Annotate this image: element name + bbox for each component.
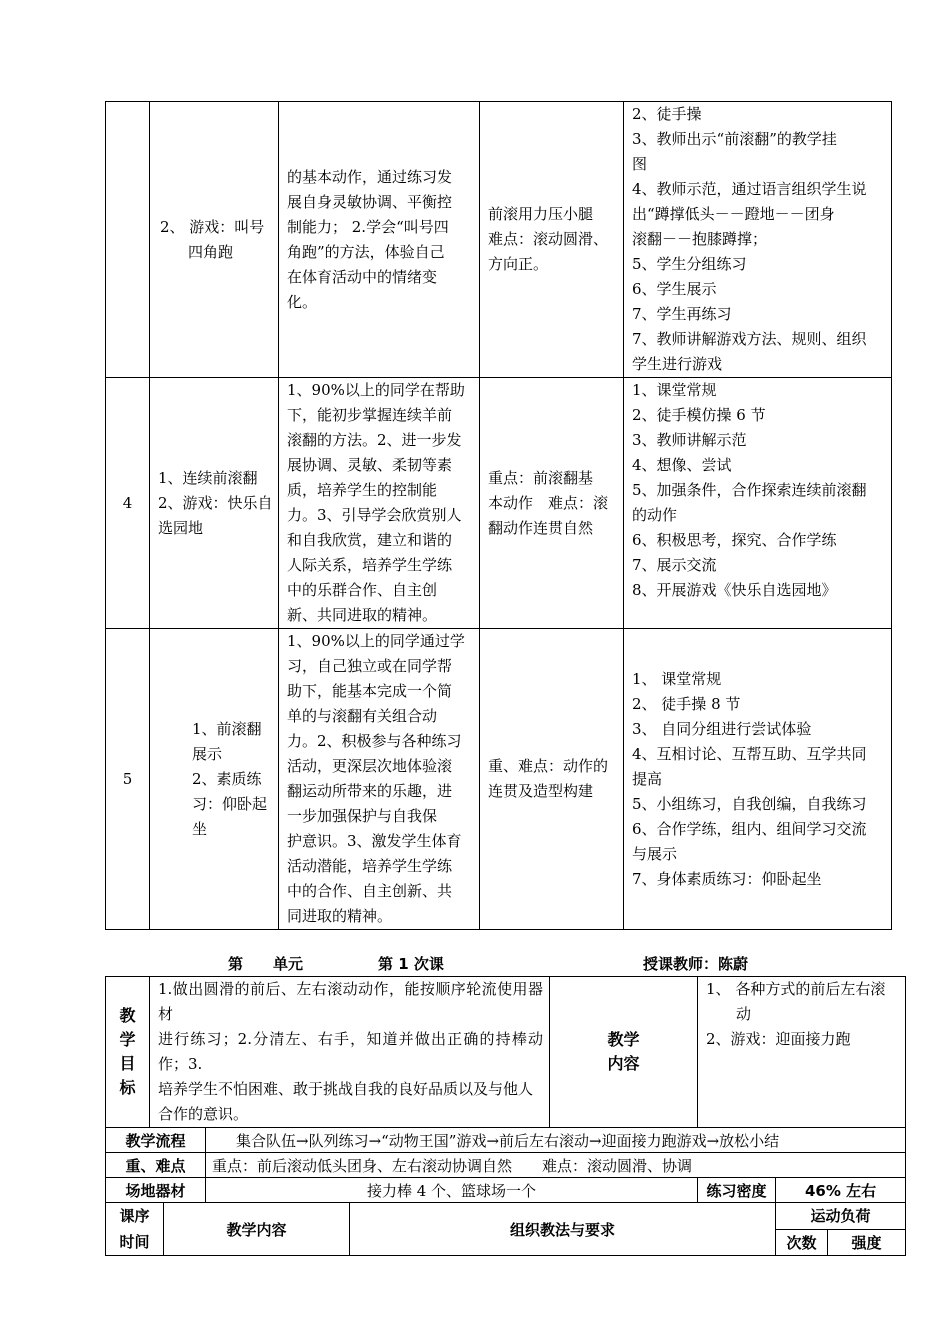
unit-label: 第 单元: [228, 955, 304, 973]
key-points-cell: [480, 629, 624, 930]
goals-line: 习，自己独立或在同学帮: [287, 657, 453, 675]
process-line: 与展示: [632, 844, 678, 863]
col-time-line: 课序: [119, 1207, 150, 1225]
content-item: 1、 各种方式的前后左右滚: [706, 980, 886, 998]
goals-text-line: 1.做出圆滑的前后、左右滚动动作，能按顺序轮流使用器材: [158, 980, 544, 1023]
goals-cell: [279, 378, 480, 629]
process-line: 提高: [632, 769, 663, 788]
process-line: 4、教师示范，通过语言组织学生说: [632, 180, 867, 198]
flow-label: 教学流程: [106, 1128, 206, 1153]
process-line: 7、身体素质练习：仰卧起坐: [632, 869, 822, 888]
process-cell: [624, 102, 892, 378]
goals-line: 翻运动所带来的乐趣，进: [287, 782, 453, 800]
process-line: 图: [632, 155, 648, 173]
process-line: 1、 课堂常规: [632, 669, 722, 688]
goals-cell: [279, 629, 480, 930]
key-row: [106, 1153, 906, 1178]
process-line: 5、加强条件，合作探索连续前滚翻: [632, 481, 867, 499]
process-line: 6、合作学练，组内、组间学习交流: [632, 819, 867, 838]
process-line: 7、学生再练习: [632, 305, 732, 323]
process-line: 6、学生展示: [632, 280, 717, 298]
column-header-row: [106, 1203, 906, 1230]
goals-line: 展自身灵敏协调、平衡控: [287, 192, 453, 211]
process-cell: [624, 629, 892, 930]
table-row: [106, 378, 892, 629]
process-line: 出“蹲撑低头－－蹬地－－团身: [632, 205, 835, 223]
goals-line: 一步加强保护与自我保: [287, 807, 438, 825]
goals-line: 下，能初步掌握连续羊前: [287, 406, 453, 424]
density-label: 练习密度: [698, 1178, 776, 1203]
process-line: 4、互相讨论、互帮互助、互学共同: [632, 744, 867, 763]
goals-line: 单的与滚翻有关组合动: [287, 707, 438, 725]
equipment-label: 场地器材: [106, 1178, 206, 1203]
process-cell: [624, 378, 892, 629]
goals-cell: [279, 102, 480, 378]
goals-line: 和自我欣赏，建立和谐的: [287, 531, 453, 549]
content-line: 选园地: [158, 518, 204, 537]
content-line: 2、 游戏：叫号: [160, 217, 265, 236]
process-line: 8、开展游戏《快乐自选园地》: [632, 581, 837, 599]
key-text: 重点：前后滚动低头团身、左右滚动协调自然 难点：滚动圆滑、协调: [206, 1153, 906, 1178]
process-line: 学生进行游戏: [632, 355, 723, 373]
flow-row: [106, 1128, 906, 1153]
content-line: 四角跑: [188, 242, 234, 261]
goals-line: 护意识。3、激发学生体育: [287, 832, 462, 850]
key-label: 重、难点: [106, 1153, 206, 1178]
goals-line: 1、90%以上的同学在帮助: [287, 381, 465, 399]
process-line: 2、徒手模仿操 6 节: [632, 406, 766, 424]
goals-line: 活动，更深层次地体验滚: [287, 757, 453, 775]
col-method-header: 组织教法与要求: [350, 1203, 776, 1256]
process-line: 5、小组练习，自我创编，自我练习: [632, 794, 867, 813]
key-line: 翻动作连贯自然: [488, 518, 594, 537]
goals-label: [106, 977, 150, 1128]
goals-line: 同进取的精神。: [287, 907, 393, 925]
content-cell: [150, 629, 279, 930]
goals-line: 展协调、灵敏、柔韧等素: [287, 456, 453, 474]
process-line: 1、课堂常规: [632, 381, 717, 399]
goals-text-line: 进行练习；2.分清左、右手，知道并做出正确的持棒动作；3.: [158, 1030, 544, 1073]
goals-line: 1、90%以上的同学通过学: [287, 632, 465, 650]
goals-line: 中的乐群合作、自主创: [287, 581, 438, 599]
key-points-cell: [480, 378, 624, 629]
process-line: 滚翻－－抱膝蹲撑；: [632, 230, 768, 248]
table-row: [106, 629, 892, 930]
key-line: 重点：前滚翻基: [488, 468, 594, 487]
goals-label-char: 目: [119, 1054, 136, 1073]
goals-label-char: 标: [119, 1078, 136, 1097]
equipment-row: [106, 1178, 906, 1203]
process-line: 的动作: [632, 506, 678, 524]
key-line: 连贯及造型构建: [488, 782, 594, 800]
process-line: 7、教师讲解游戏方法、规则、组织: [632, 330, 867, 348]
flow-text: 集合队伍→队列练习→“动物王国”游戏→前后左右滚动→迎面接力跑游戏→放松小结: [206, 1128, 906, 1153]
goals-label-char: 教: [119, 1006, 136, 1025]
process-line: 7、展示交流: [632, 556, 717, 574]
content-label: [550, 977, 698, 1128]
goals-line: 制能力； 2.学会“叫号四: [287, 217, 449, 236]
goals-line: 助下，能基本完成一个简: [287, 682, 453, 700]
row-number: [106, 102, 150, 378]
process-line: 3、教师讲解示范: [632, 431, 747, 449]
content-cell: [150, 102, 279, 378]
content-line: 坐: [192, 819, 208, 838]
process-line: 5、学生分组练习: [632, 255, 747, 273]
content-line: 2、游戏：快乐自: [158, 493, 273, 512]
goals-line: 在体育活动中的情绪变: [287, 267, 438, 286]
col-time-header: [106, 1203, 164, 1256]
content-line: 展示: [192, 744, 223, 763]
row-number: 5: [106, 629, 150, 930]
goals-line: 力。3、引导学会欣赏别人: [287, 506, 462, 524]
goals-row: [106, 977, 906, 1128]
key-line: 方向正。: [488, 255, 549, 273]
goals-line: 新、共同进取的精神。: [287, 606, 438, 624]
process-line: 4、想像、尝试: [632, 456, 732, 474]
goals-line: 活动潜能，培养学生学练: [287, 857, 453, 875]
content-line: 1、连续前滚翻: [158, 468, 258, 487]
goals-text: [150, 977, 550, 1128]
density-value: 46% 左右: [776, 1178, 906, 1203]
goals-line: 中的合作、自主创新、共: [287, 882, 453, 900]
goals-text-line: 培养学生不怕困难、敢于挑战自我的良好品质以及与他人: [158, 1080, 534, 1098]
key-line: 本动作 难点：滚: [488, 493, 609, 512]
key-line: 难点：滚动圆滑、: [488, 230, 609, 248]
process-line: 2、徒手操: [632, 105, 702, 123]
process-line: 2、 徒手操 8 节: [632, 694, 741, 713]
content-line: 2、素质练: [192, 769, 262, 788]
col-intensity-header: 强度: [828, 1229, 906, 1256]
goals-line: 角跑”的方法，体验自己: [287, 242, 445, 261]
goals-line: 人际关系，培养学生学练: [287, 556, 453, 574]
content-items: [698, 977, 906, 1128]
col-load-header: 运动负荷: [776, 1203, 906, 1230]
teacher-label: 授课教师：陈蔚: [643, 955, 749, 973]
table-row: [106, 102, 892, 378]
content-line: 习：仰卧起: [192, 794, 268, 813]
content-label-part: 教学: [607, 1030, 640, 1049]
equipment-text: 接力棒 4 个、篮球场一个: [206, 1178, 698, 1203]
col-time-line: 时间: [119, 1233, 150, 1251]
goals-line: 滚翻的方法。2、进一步发: [287, 431, 462, 449]
col-count-header: 次数: [776, 1229, 828, 1256]
lesson-number: 第 1 次课: [378, 955, 444, 973]
goals-label-char: 学: [119, 1030, 136, 1049]
content-item: 2、游戏：迎面接力跑: [706, 1030, 851, 1048]
lesson-detail-table: [105, 976, 906, 1256]
content-line: 1、前滚翻: [192, 719, 262, 738]
content-cell: [150, 378, 279, 629]
content-label-part: 内容: [607, 1054, 640, 1073]
goals-text-line: 合作的意识。: [158, 1105, 249, 1123]
content-item: 动: [706, 1005, 752, 1023]
process-line: 3、教师出示“前滚翻”的教学挂: [632, 130, 837, 148]
row-number: 4: [106, 378, 150, 629]
key-points-cell: [480, 102, 624, 378]
key-line: 前滚用力压小腿: [488, 205, 594, 223]
key-line: 重、难点：动作的: [488, 757, 609, 775]
col-content-header: 教学内容: [164, 1203, 350, 1256]
process-line: 3、 自同分组进行尝试体验: [632, 719, 812, 738]
goals-line: 的基本动作，通过练习发: [287, 167, 453, 186]
goals-line: 化。: [287, 292, 318, 311]
goals-line: 质，培养学生的控制能: [287, 481, 438, 499]
process-line: 6、积极思考，探究、合作学练: [632, 531, 837, 549]
goals-line: 力。2、积极参与各种练习: [287, 732, 462, 750]
lesson-plan-table: [105, 101, 892, 930]
